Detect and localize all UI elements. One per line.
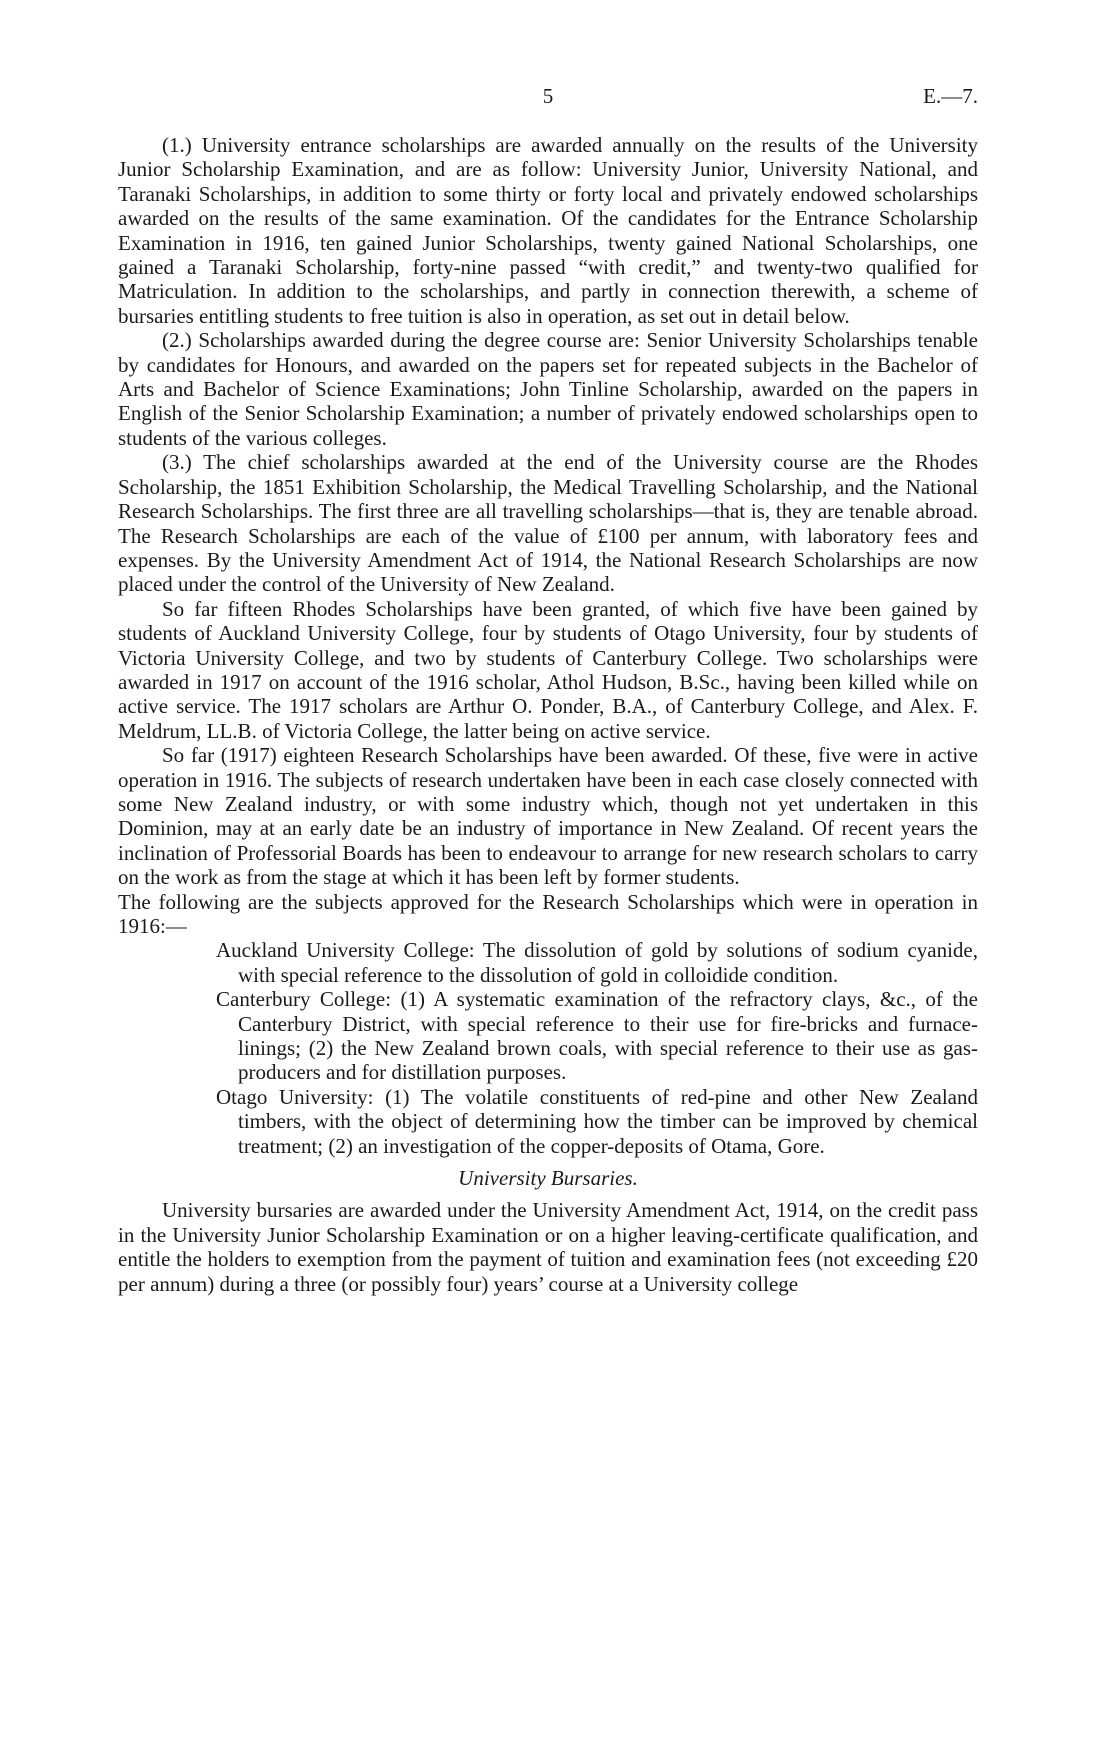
- paragraph-rhodes-scholarships: So far fifteen Rhodes Scholarships have been granted, of which five have been gained by students of Auckland University College, four by students of Otago University, four by students of Victoria University College, and two by students of Canterbury College. Two scholarships were awarded in 1917 on account of the 1916 scholar, Athol Hudson, B.Sc., having been killed while on active service. The 1917 scholars are Arthur O. Ponder, B.A., of Canterbury College, and Alex. F. Meldrum, LL.B. of Victoria College, the latter being on active service.: [118, 596, 978, 743]
- paragraph-research-scholarships: So far (1917) eighteen Research Scholarships have been awarded. Of these, five were in active operation in 1916. The subjects of research undertaken have been in each case closely connected with some New Zealand industry, or with some industry which, though not yet undertaken in this Dominion, may at an early date be an industry of importance in New Zealand. Of recent years the inclination of Professorial Boards has been to endeavour to arrange for new research scholars to carry on the work as from the stage at which it has been left by former students.: [118, 743, 978, 890]
- paragraph-degree-scholarships: (2.) Scholarships awarded during the degree course are: Senior University Scholarships tenable by candidates for Honours, and awarded on the papers set for repeated subjects in the Bachelor of Arts and Bachelor of Science Examinations; John Tinline Scholarship, awarded on the papers in English of the Senior Scholarship Examination; a number of privately endowed scholarships open to students of the various colleges.: [118, 328, 978, 450]
- research-subjects-list: [118, 938, 978, 1158]
- paragraph-bursaries: University bursaries are awarded under the University Amendment Act, 1914, on the credit pass in the University Junior Scholarship Examination or on a higher leaving-certificate qualification, and entitle the holders to exemption from the payment of tuition and examination fees (not exceeding £20 per annum) during a three (or possibly four) years’ course at a University college: [118, 1198, 978, 1296]
- subject-canterbury: Canterbury College: (1) A systematic examination of the refractory clays, &c., of the Canterbury District, with special reference to their use for fire-bricks and furnace-linings; (2) the New Zealand brown coals, with special reference to their use as gas-producers and for distillation purposes.: [216, 987, 978, 1085]
- subject-auckland: Auckland University College: The dissolution of gold by solutions of sodium cyanide, with special reference to the dissolution of gold in colloidide condition.: [216, 938, 978, 987]
- page-header: [118, 84, 978, 114]
- paragraph-university-entrance: (1.) University entrance scholarships are awarded annually on the results of the University Junior Scholarship Examination, and are as follow: University Junior, University National, and Taranaki Scholarships, in addition to some thirty or forty local and privately endowed scholarships awarded on the results of the same examination. Of the candidates for the Entrance Scholarship Examination in 1916, ten gained Junior Scholarships, twenty gained National Scholarships, one gained a Taranaki Scholarship, forty-nine passed “with credit,” and twenty-two qualified for Matriculation. In addition to the scholarships, and partly in connection therewith, a scheme of bursaries entitling students to free tuition is also in operation, as set out in detail below.: [118, 133, 978, 328]
- paragraph-subjects-intro: The following are the subjects approved for the Research Scholarships which were in operation in 1916:—: [118, 889, 978, 938]
- subject-otago: Otago University: (1) The volatile constituents of red-pine and other New Zealand timbers, with the object of determining how the timber can be improved by chemical treatment; (2) an investigation of the copper-deposits of Otama, Gore.: [216, 1084, 978, 1158]
- document-reference: E.—7.: [923, 84, 978, 108]
- paragraph-chief-scholarships: (3.) The chief scholarships awarded at the end of the University course are the Rhodes Scholarship, the 1851 Exhibition Scholarship, the Medical Travelling Scholarship, and the National Research Scholarships. The first three are all travelling scholarships—that is, they are tenable abroad. The Research Scholarships are each of the value of £100 per annum, with laboratory fees and expenses. By the University Amendment Act of 1914, the National Research Scholarships are now placed under the control of the University of New Zealand.: [118, 450, 978, 597]
- body-text: [118, 133, 978, 1296]
- page-number: 5: [542, 84, 554, 108]
- section-heading-bursaries: University Bursaries.: [458, 1166, 638, 1191]
